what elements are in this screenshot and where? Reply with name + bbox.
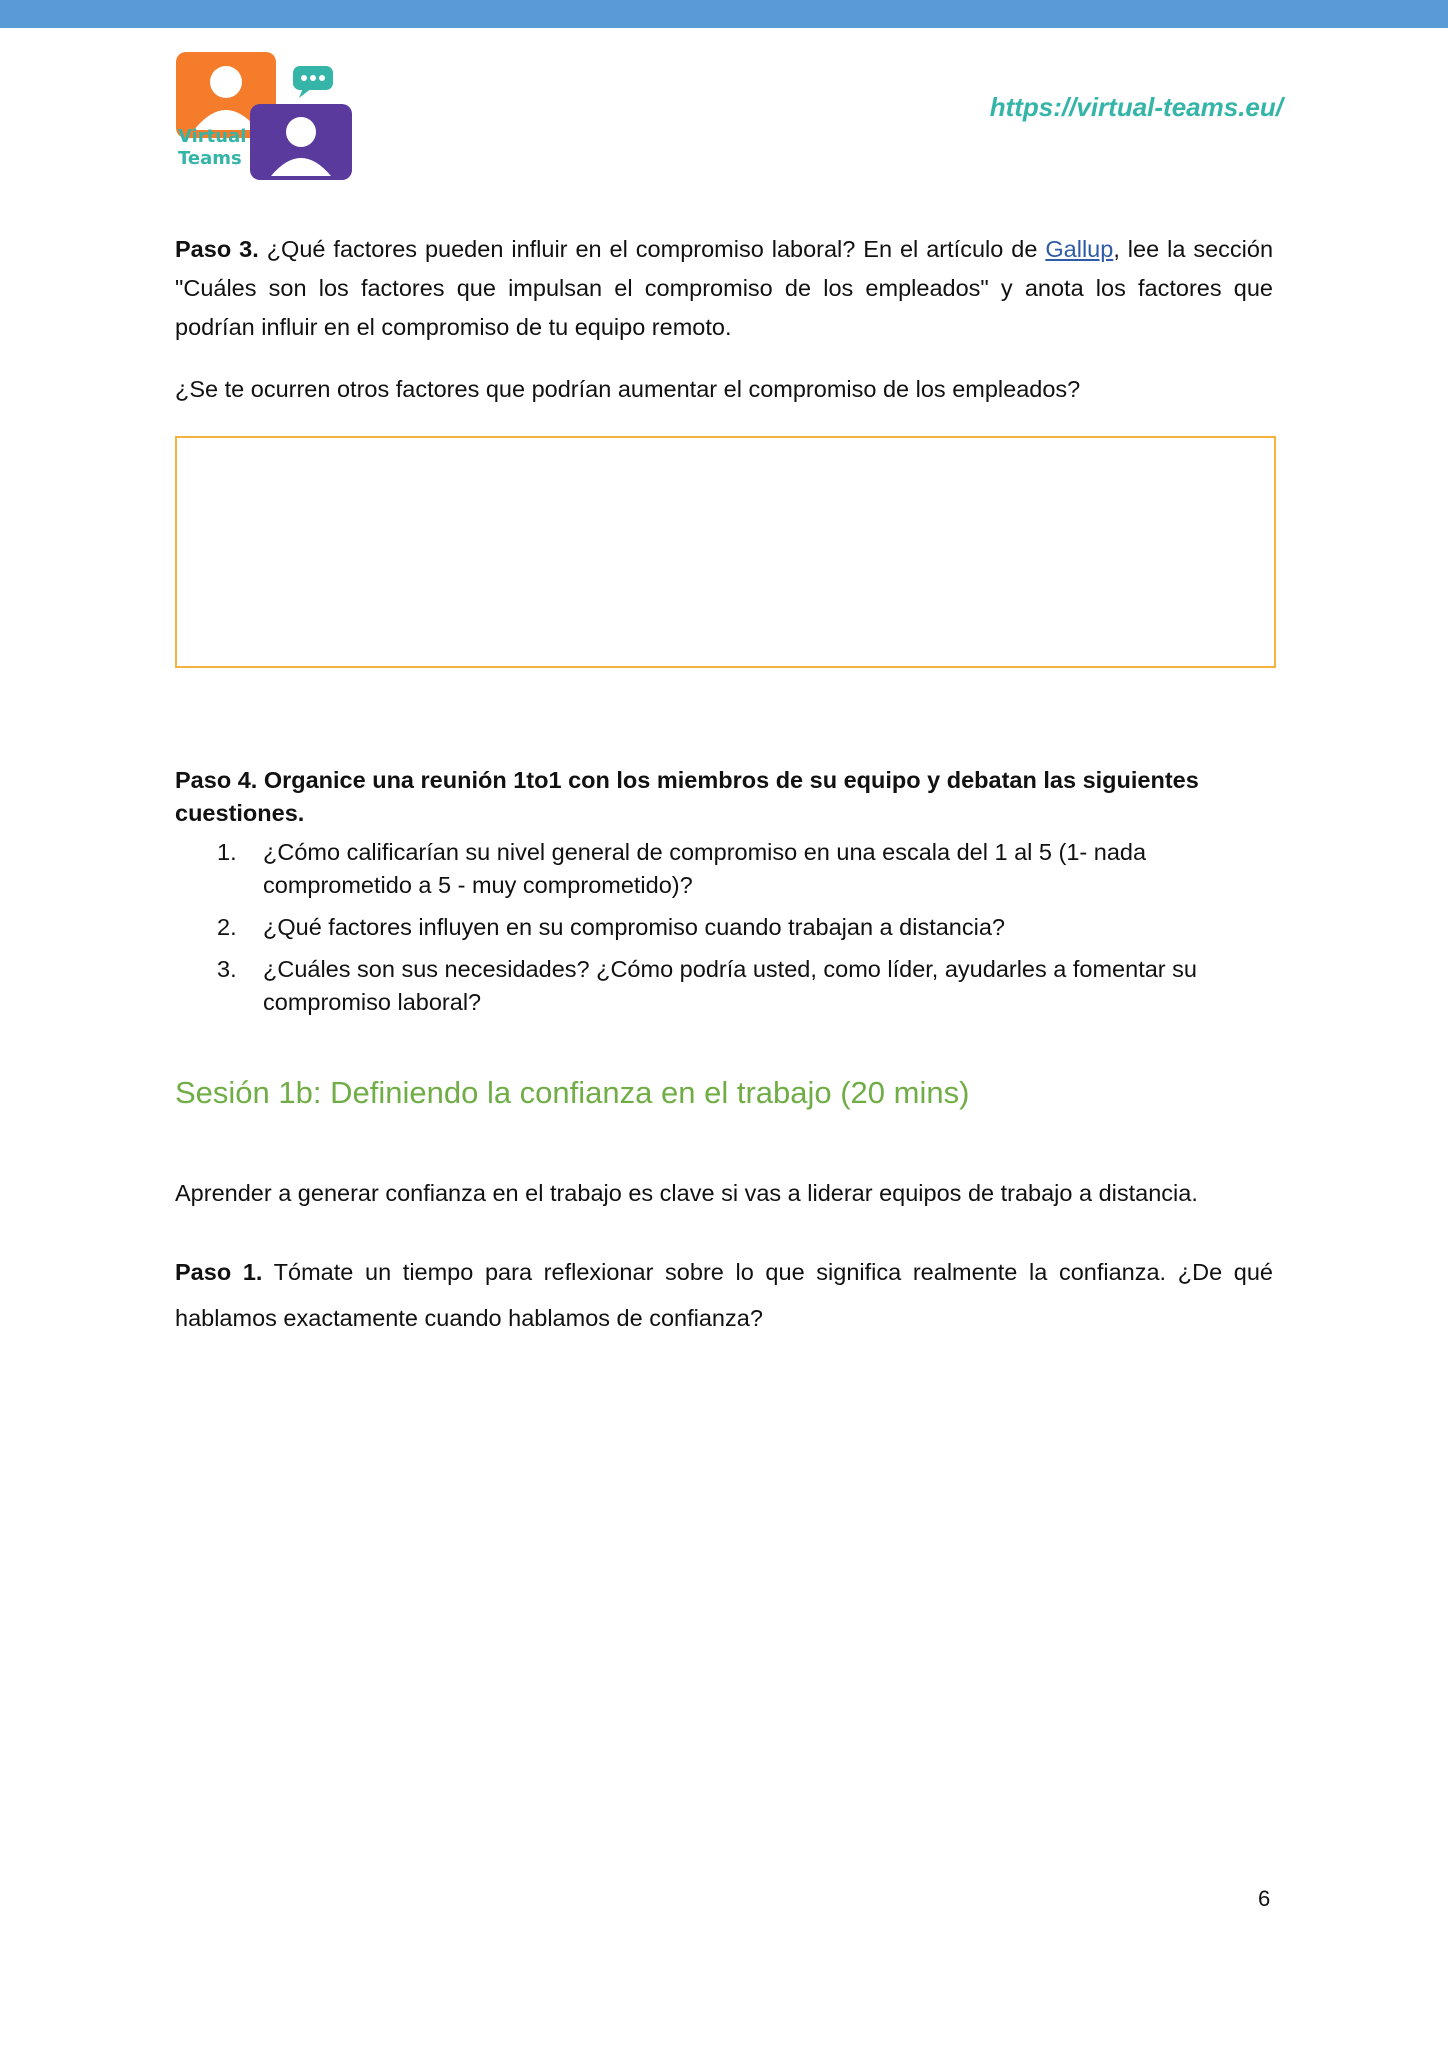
answer-text-box[interactable] [175,436,1276,668]
list-item-number: 1. [217,839,237,865]
step1-label: Paso 1. [175,1259,263,1285]
step3-label: Paso 3. [175,236,259,262]
logo-wordmark [178,126,246,170]
page-number: 6 [1258,1886,1271,1911]
virtual-teams-logo [176,52,352,180]
logo-text-line1: Virtual [178,126,247,147]
list-item-number: 3. [217,956,237,982]
list-item-text: ¿Qué factores influyen en su compromiso cuando trabajan a distancia? [263,914,1005,940]
list-item [175,953,1273,1019]
step1-text: Tómate un tiempo para reflexionar sobre lo que significa realmente la confianza. ¿De qué hablamos exactamente cuando hablamos de confianza? [175,1259,1274,1331]
gallup-link[interactable]: Gallup [1045,236,1114,262]
session-1b-heading: Sesión 1b: Definiendo la confianza en el trabajo (20 mins) [175,1075,970,1110]
list-item [175,836,1273,902]
list-item [175,911,1273,944]
step4-question-list [175,836,1273,1028]
step3-paragraph [175,230,1273,347]
list-item-text: ¿Cómo calificarían su nivel general de compromiso en una escala del 1 al 5 (1- nada comprometido a 5 - muy comprometido)? [263,839,1147,898]
step1-paragraph [175,1249,1273,1341]
step3-text-after-link: , lee la sección "Cuáles son los factores que impulsan el compromiso de los empleados" y anota los factores que podrían influir en el compromiso de tu equipo remoto. [175,236,1274,340]
list-item-text: ¿Cuáles son sus necesidades? ¿Cómo podría usted, como líder, ayudarles a fomentar su compromiso laboral? [263,956,1197,1015]
session-intro: Aprender a generar confianza en el trabajo es clave si vas a liderar equipos de trabajo a distancia. [175,1180,1198,1206]
site-url[interactable]: https://virtual-teams.eu/ [989,92,1283,122]
step3-question: ¿Se te ocurren otros factores que podrían aumentar el compromiso de los empleados? [175,376,1081,402]
step4-heading: Paso 4. Organice una reunión 1to1 con los miembros de su equipo y debatan las siguientes cuestiones. [175,767,1199,826]
logo-text-line2: Teams [178,148,242,169]
list-item-number: 2. [217,914,237,940]
top-accent-bar [0,0,1448,28]
step3-text-before-link: ¿Qué factores pueden influir en el compromiso laboral? En el artículo de [266,236,1038,262]
